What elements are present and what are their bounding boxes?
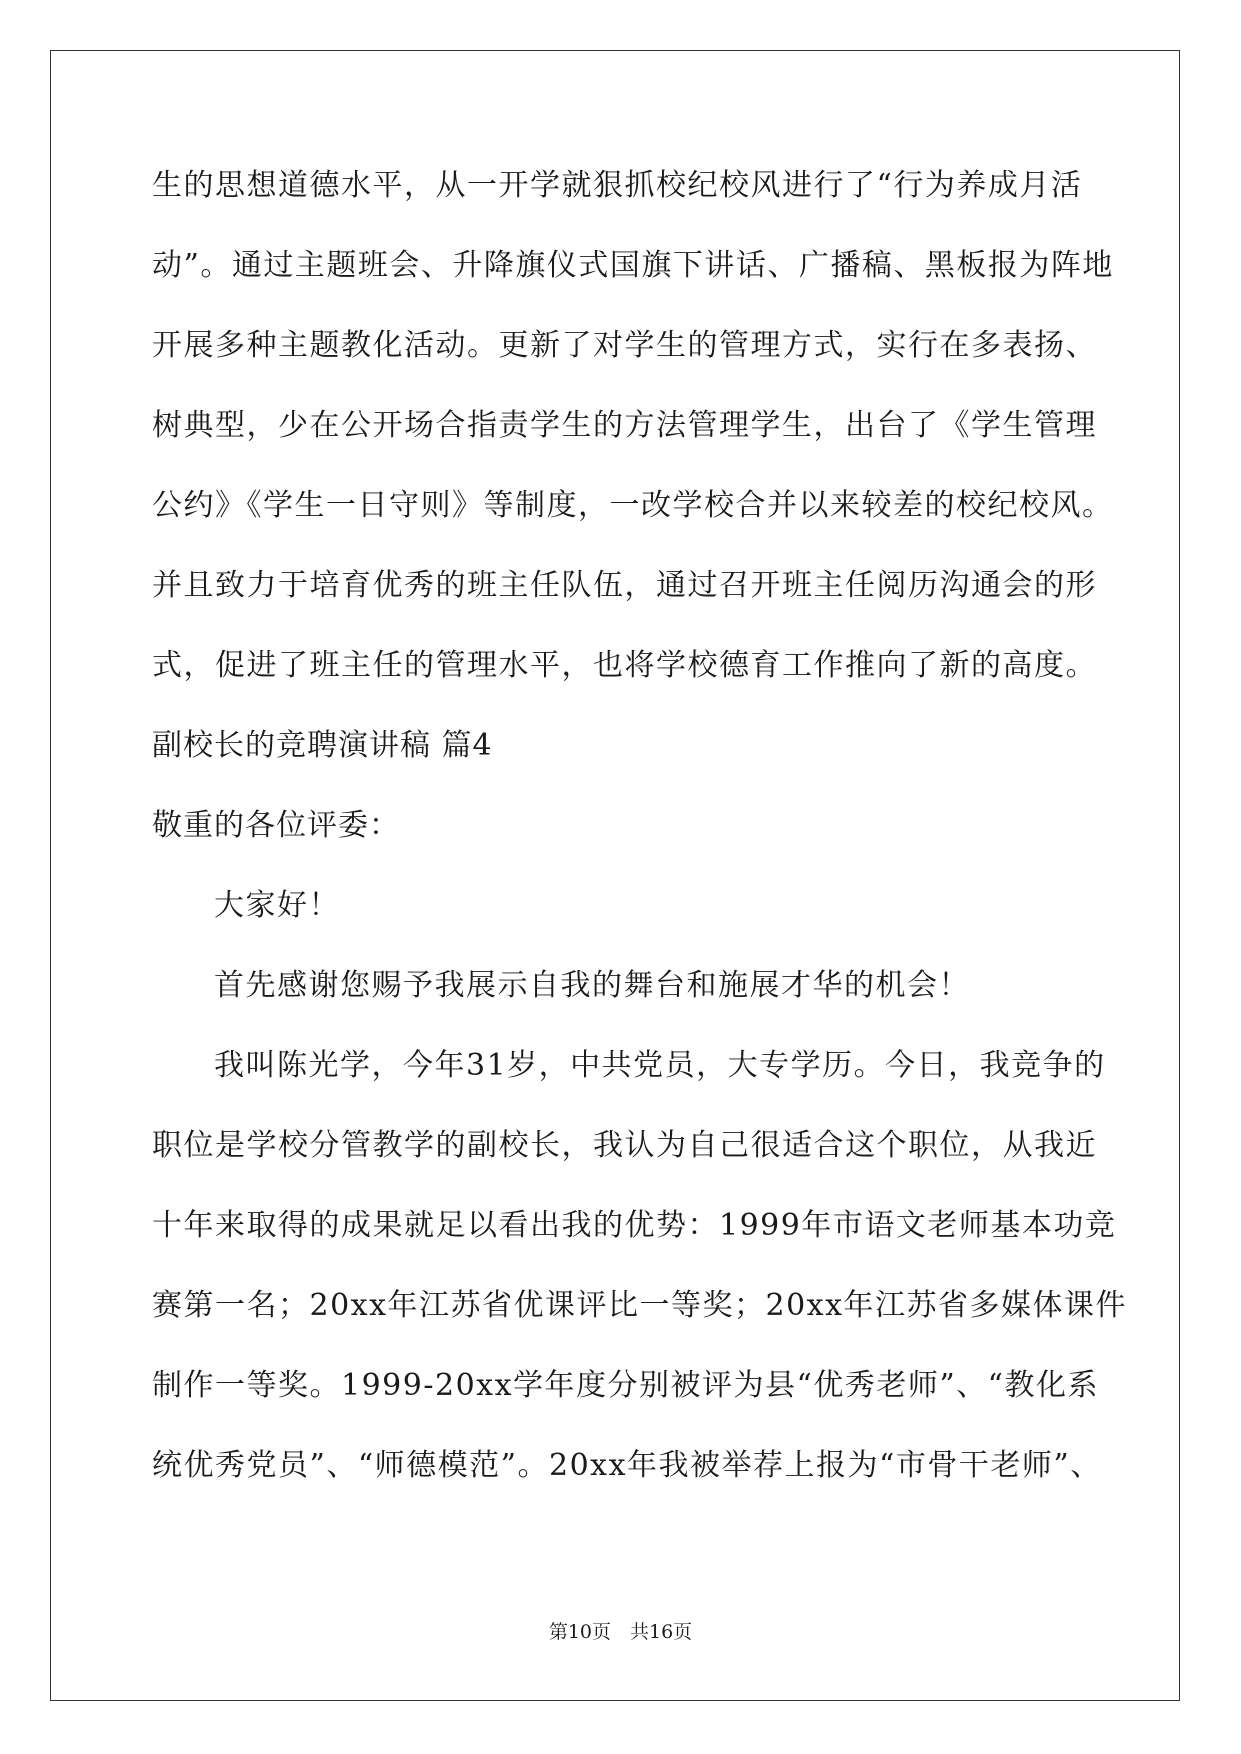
body-line: 树典型，少在公开场合指责学生的方法管理学生，出台了《学生管理	[152, 408, 1097, 443]
intro-line: 职位是学校分管教学的副校长，我认为自己很适合这个职位，从我近	[152, 1128, 1097, 1163]
greeting: 大家好！	[214, 888, 340, 923]
salutation: 敬重的各位评委：	[152, 808, 400, 843]
thanks-line: 首先感谢您赐予我展示自我的舞台和施展才华的机会！	[214, 968, 970, 1003]
intro-line: 制作一等奖。1999-20xx学年度分别被评为县“优秀老师”、“教化系	[152, 1368, 1100, 1403]
intro-line: 我叫陈光学，今年31岁，中共党员，大专学历。今日，我竞争的	[214, 1048, 1106, 1083]
body-line: 式，促进了班主任的管理水平，也将学校德育工作推向了新的高度。	[152, 648, 1097, 683]
body-line: 生的思想道德水平，从一开学就狠抓校纪校风进行了“行为养成月活	[152, 168, 1083, 203]
section-title: 副校长的竞聘演讲稿 篇4	[152, 728, 493, 763]
body-line: 公约》《学生一日守则》等制度，一改学校合并以来较差的校纪校风。	[152, 488, 1114, 523]
body-line: 并且致力于培育优秀的班主任队伍，通过召开班主任阅历沟通会的形	[152, 568, 1097, 603]
document-body	[152, 158, 1128, 1518]
body-line: 动”。通过主题班会、升降旗仪式国旗下讲话、广播稿、黑板报为阵地	[152, 248, 1114, 283]
intro-line: 十年来取得的成果就足以看出我的优势：1999年市语文老师基本功竞	[152, 1208, 1117, 1243]
page-footer: 第10页 共16页	[548, 1621, 693, 1643]
intro-line: 赛第一名；20xx年江苏省优课评比一等奖；20xx年江苏省多媒体课件	[152, 1288, 1128, 1323]
body-line: 开展多种主题教化活动。更新了对学生的管理方式，实行在多表扬、	[152, 328, 1097, 363]
intro-line: 统优秀党员”、“师德模范”。20xx年我被举荐上报为“市骨干老师”、	[152, 1448, 1102, 1483]
